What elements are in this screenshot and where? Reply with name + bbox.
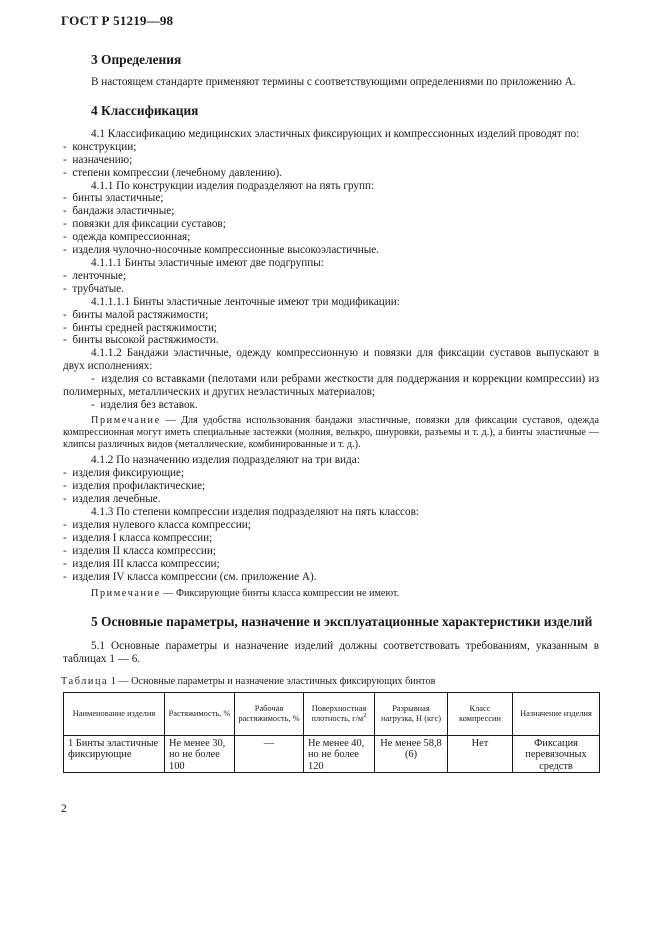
list-item [63, 399, 599, 412]
section-3-title: 3 Определения [91, 52, 182, 67]
list-item: - бинты малой растяжимости; [63, 309, 599, 322]
density-header-text: Поверхностная плотность, г/м [311, 703, 367, 723]
note-label: Примечание [91, 587, 161, 599]
cell-stretch: Не менее 30, но не более 100 [165, 735, 235, 773]
density-header-sup: 2 [363, 711, 367, 719]
table-caption-label: Таблица [61, 675, 109, 687]
cell-load: Не менее 58,8 (6) [375, 735, 448, 773]
table-caption [61, 676, 599, 688]
list-item [63, 373, 599, 399]
col-header-stretch: Растяжимость, % [165, 692, 235, 735]
cell-purpose: Фиксация перевязочных средств [513, 735, 600, 773]
para-4-1-2: 4.1.2 По назначению изделия подразделяют на три вида: [91, 454, 360, 467]
list-item: - изделия профилактические; [63, 480, 599, 493]
para-4-1-1: 4.1.1 По конструкции изделия подразделяют на пять групп: [91, 179, 375, 192]
params-table [63, 692, 600, 774]
cell-density: Не менее 40, но не более 120 [304, 735, 375, 773]
section-5-title: 5 Основные параметры, назначение и эксплуатационные характеристики изделий [91, 613, 593, 629]
note-1 [63, 415, 599, 452]
note-text: — Фиксирующие бинты класса компрессии не имеют. [160, 587, 400, 599]
note-text: — Для удобства использования бандажи эластичные, повязки для фиксации суставов, одежда компрессионная могут иметь специальные застежки (молния, велькро, шнуровки, разъемы и т. д.), а бинты эластичные — клипсы различных видов (металлические, комбинированные и т. д.). [63, 414, 599, 451]
note-label: Примечание [91, 414, 161, 426]
list-item: - бинты эластичные; [63, 192, 599, 205]
para-5-1: 5.1 Основные параметры и назначение изделий должны соответствовать требованиям, указанным в таблицах 1 — 6. [63, 639, 599, 665]
col-header-working-stretch: Рабочая растяжимость, % [235, 692, 304, 735]
table-caption-text: 1 — Основные параметры и назначение эластичных фиксирующих бинтов [108, 675, 436, 687]
page-content [63, 52, 599, 773]
list-item: - изделия IV класса компрессии (см. приложение А). [63, 571, 599, 584]
cell-working-stretch: — [235, 735, 304, 773]
list-item-text: изделия без вставок. [100, 398, 198, 411]
list-item: - изделия III класса компрессии; [63, 558, 599, 571]
list-item: - одежда компрессионная; [63, 231, 599, 244]
list-item: - повязки для фиксации суставов; [63, 218, 599, 231]
list-item: - изделия II класса компрессии; [63, 545, 599, 558]
col-header-class: Класс компрессии [448, 692, 513, 735]
table-header-row [64, 692, 600, 735]
list-dash: - [91, 373, 102, 386]
section-3-body: В настоящем стандарте применяют термины с соответствующими определениями по приложению А. [91, 76, 576, 88]
list-dash: - [91, 398, 101, 411]
list-item: - изделия нулевого класса компрессии; [63, 519, 599, 532]
page-header: ГОСТ Р 51219—98 [61, 13, 174, 28]
col-header-name: Наименование изделия [64, 692, 165, 735]
col-header-density [304, 692, 375, 735]
list-item: - бинты средней растяжимости; [63, 322, 599, 335]
para-4-1-1-1: 4.1.1.1 Бинты эластичные имеют две подгруппы: [91, 256, 324, 269]
col-header-purpose: Назначение изделия [513, 692, 600, 735]
page-number: 2 [61, 803, 67, 815]
note-2 [63, 588, 599, 600]
col-header-load: Разрывная нагрузка, Н (кгс) [375, 692, 448, 735]
table-row [64, 735, 600, 773]
list-item: - изделия фиксирующие; [63, 467, 599, 480]
para-4-1-1-2: 4.1.1.2 Бандажи эластичные, одежду компрессионную и повязки для фиксации суставов выпускают в двух исполнениях: [63, 347, 599, 373]
cell-class: Нет [448, 735, 513, 773]
list-item: - изделия I класса компрессии; [63, 532, 599, 545]
list-item: - бинты высокой растяжимости. [63, 334, 599, 347]
para-4-1-1-1-1: 4.1.1.1.1 Бинты эластичные ленточные имеют три модификации: [91, 295, 400, 308]
list-item: - ленточные; [63, 270, 599, 283]
section-4-title: 4 Классификация [91, 102, 199, 118]
para-4-1: 4.1 Классификацию медицинских эластичных фиксирующих и компрессионных изделий проводят по: [91, 127, 580, 140]
list-item: - трубчатые. [63, 283, 599, 296]
list-item: - изделия чулочно-носочные компрессионные высокоэластичные. [63, 244, 599, 257]
cell-name: 1 Бинты эластичные фиксирующие [64, 735, 165, 773]
list-item-text: изделия со вставками (пелотами или ребрами жесткости для поддержания и коррекции компрессии) из полимерных, металлических и других неэластичных материалов; [63, 373, 599, 399]
para-4-1-3: 4.1.3 По степени компрессии изделия подразделяют на пять классов: [91, 506, 419, 519]
list-item: - бандажи эластичные; [63, 205, 599, 218]
list-item: - изделия лечебные. [63, 493, 599, 506]
list-item: - назначению; [63, 154, 599, 167]
list-item: - степени компрессии (лечебному давлению). [63, 167, 599, 180]
list-item: - конструкции; [63, 141, 599, 154]
